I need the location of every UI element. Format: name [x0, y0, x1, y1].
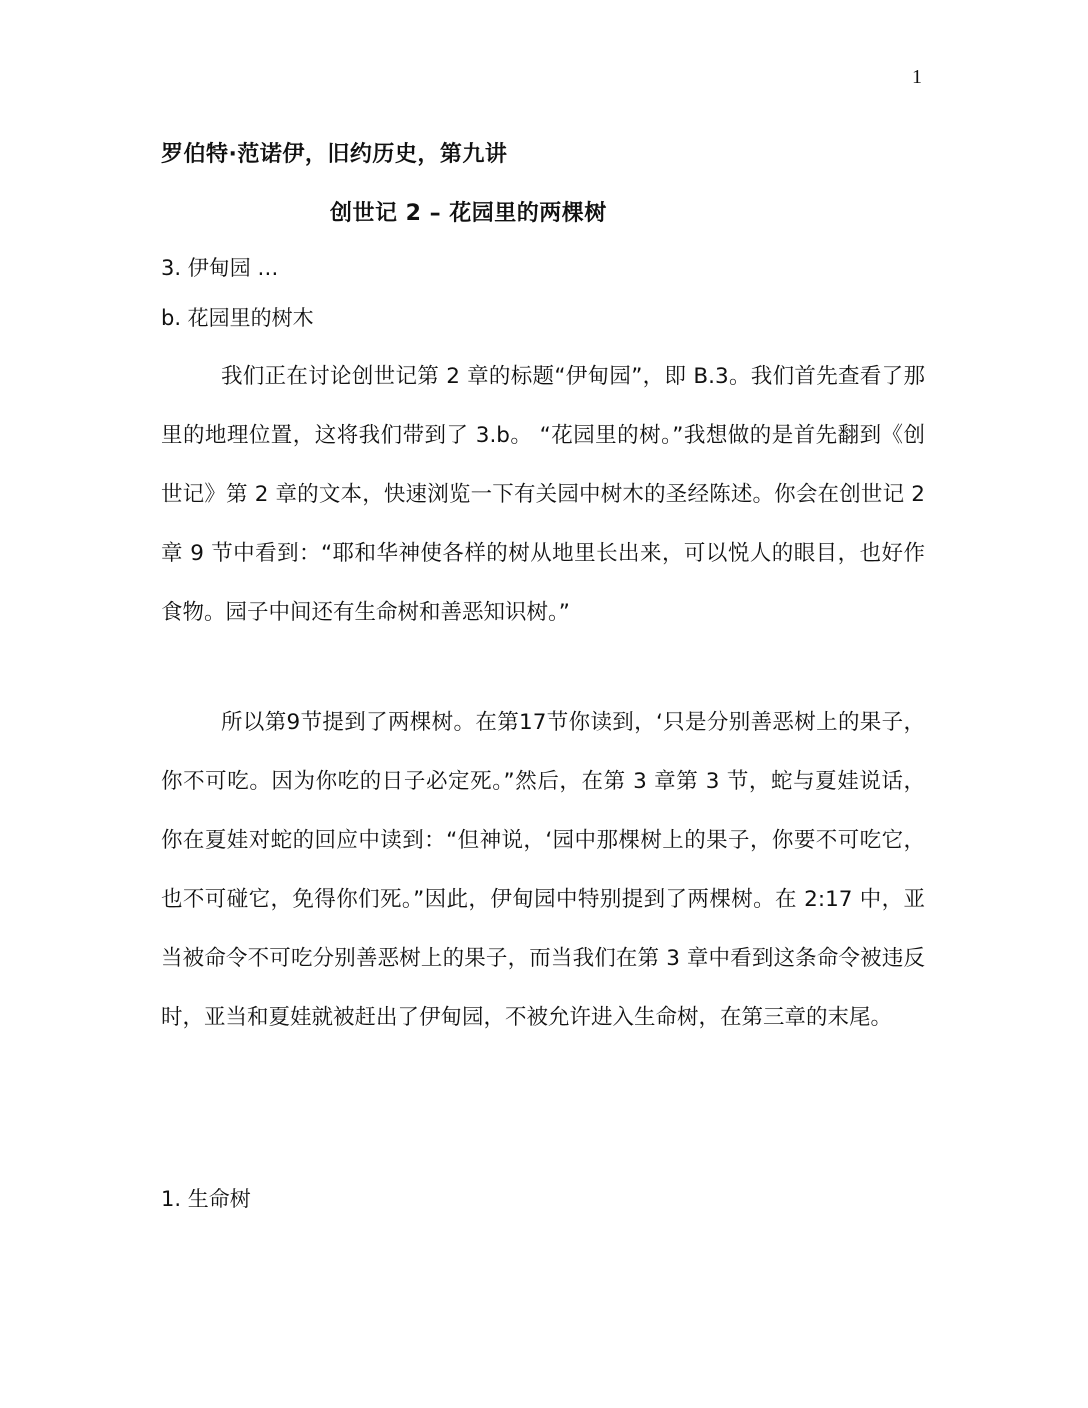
outline-heading-b: b. 花园里的树木: [161, 306, 314, 330]
page-number: 1: [912, 66, 922, 88]
outline-heading-1: 1. 生命树: [161, 1187, 251, 1211]
outline-heading-3: 3. 伊甸园 …: [161, 256, 279, 280]
document-title: 罗伯特·范诺伊，旧约历史，第九讲: [161, 142, 508, 167]
body-paragraph-1: 我们正在讨论创世记第 2 章的标题“伊甸园”，即 B.3。我们首先查看了那里的地理位置，这将我们带到了 3.b。 “花园里的树。”我想做的是首先翻到《创世记》第 2 章的文本，快速浏览一下有关园中树木的圣经陈述。你会在创世记 2 章 9 节中看到：“耶和华神使各样的树从地里长出来，可以悦人的眼目，也好作食物。园子中间还有生命树和善恶知识树。”: [161, 364, 925, 625]
document-subtitle: 创世记 2 – 花园里的两棵树: [330, 201, 607, 226]
body-paragraph-2: 所以第9节提到了两棵树。在第17节你读到，‘只是分别善恶树上的果子，你不可吃。因为你吃的日子必定死。”然后，在第 3 章第 3 节，蛇与夏娃说话，你在夏娃对蛇的回应中读到：“但神说，‘园中那棵树上的果子，你要不可吃它，也不可碰它，免得你们死。”因此，伊甸园中特别提到了两棵树。在 2:17 中，亚当被命令不可吃分别善恶树上的果子，而当我们在第 3 章中看到这条命令被违反时，亚当和夏娃就被赶出了伊甸园，不被允许进入生命树，在第三章的末尾。: [161, 710, 925, 1030]
